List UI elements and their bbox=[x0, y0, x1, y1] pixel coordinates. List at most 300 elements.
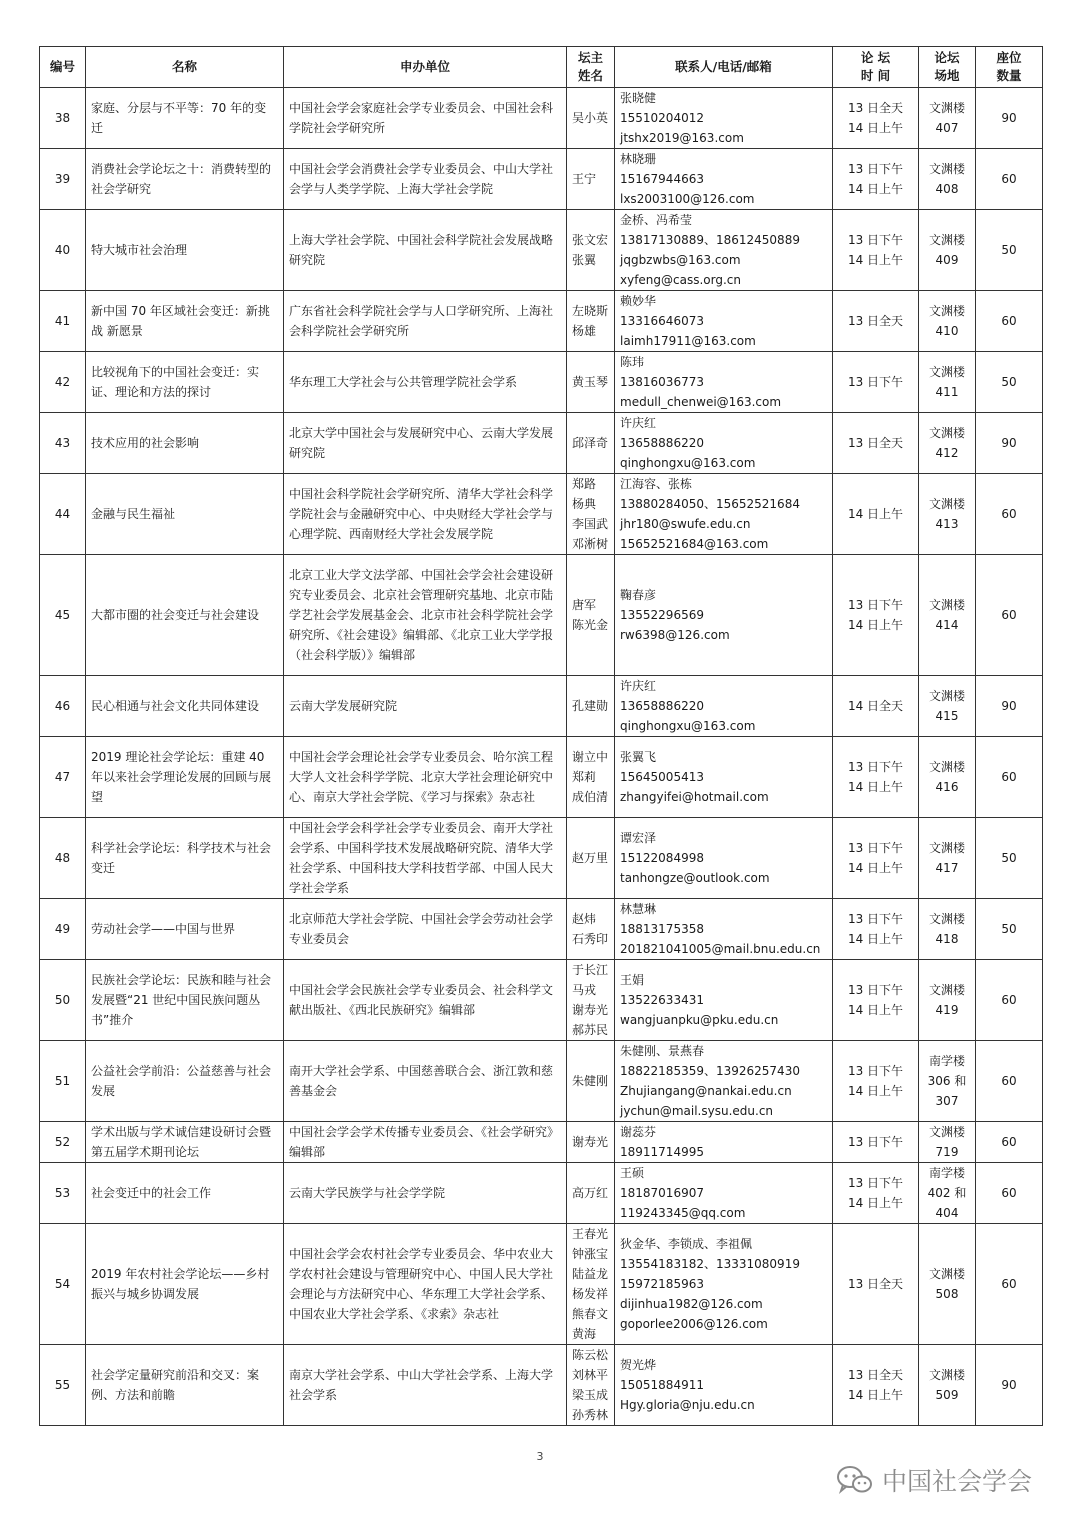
forum-host-line: 吴小英 bbox=[572, 111, 609, 125]
forum-contact bbox=[615, 413, 833, 474]
forum-contact-line: medull_chenwei@163.com bbox=[620, 395, 782, 409]
forum-contact-line: 许庆红 bbox=[620, 416, 657, 430]
forum-time bbox=[833, 291, 919, 352]
forum-time-line: 14 日上午 bbox=[847, 253, 904, 267]
forum-seats: 50 bbox=[976, 352, 1043, 413]
header-num: 编号 bbox=[40, 47, 86, 88]
forum-contact-line: 119243345@qq.com bbox=[620, 1206, 746, 1220]
forum-time-line: 13 日下午 bbox=[847, 1064, 904, 1078]
forum-host-line: 谢立中 bbox=[572, 750, 609, 764]
forum-contact-line: wangjuanpku@pku.edu.cn bbox=[620, 1013, 779, 1027]
header-seats bbox=[976, 47, 1043, 88]
forum-name: 新中国 70 年区域社会变迁：新挑战 新愿景 bbox=[86, 291, 284, 352]
forum-name: 大都市圈的社会变迁与社会建设 bbox=[86, 555, 284, 676]
forum-host-line: 谢寿光 bbox=[572, 1003, 609, 1017]
forum-time-line: 14 日上午 bbox=[847, 780, 904, 794]
forum-time-line: 13 日下午 bbox=[847, 162, 904, 176]
forum-time-line: 14 日上午 bbox=[847, 1388, 904, 1402]
forum-seats: 90 bbox=[976, 88, 1043, 149]
forum-host bbox=[567, 149, 615, 210]
forum-number: 53 bbox=[40, 1163, 86, 1224]
forum-host-line: 杨发祥 bbox=[572, 1287, 609, 1301]
forum-contact-line: 林慧琳 bbox=[620, 902, 657, 916]
forum-time bbox=[833, 676, 919, 737]
table-row bbox=[40, 291, 1043, 352]
forum-contact-line: 13522633431 bbox=[620, 993, 704, 1007]
forum-time-line: 14 日上午 bbox=[847, 507, 904, 521]
forum-host bbox=[567, 555, 615, 676]
table-row bbox=[40, 1224, 1043, 1345]
forum-time-line: 13 日下午 bbox=[847, 1176, 904, 1190]
forum-time bbox=[833, 1041, 919, 1122]
header-venue bbox=[919, 47, 976, 88]
forum-venue-line: 408 bbox=[935, 182, 959, 196]
forum-venue-line: 文渊楼 bbox=[928, 1125, 965, 1139]
forum-contact bbox=[615, 149, 833, 210]
forum-venue-line: 508 bbox=[935, 1287, 959, 1301]
forum-number: 50 bbox=[40, 960, 86, 1041]
header-contact: 联系人/电话/邮箱 bbox=[615, 47, 833, 88]
forum-time bbox=[833, 88, 919, 149]
forum-venue-line: 南学楼 bbox=[928, 1166, 965, 1180]
forum-contact bbox=[615, 818, 833, 899]
forum-venue-line: 文渊楼 bbox=[928, 162, 965, 176]
forum-host-line: 邱泽奇 bbox=[572, 436, 609, 450]
forum-host-line: 杨典 bbox=[572, 497, 597, 511]
forum-organizer: 南开大学社会学系、中国慈善联合会、浙江敦和慈善基金会 bbox=[284, 1041, 567, 1122]
forum-contact bbox=[615, 352, 833, 413]
forum-contact-line: 林晓珊 bbox=[620, 152, 657, 166]
forum-contact-line: 18911714995 bbox=[620, 1145, 704, 1159]
forum-host-line: 谢寿光 bbox=[572, 1135, 609, 1149]
forum-contact-line: 13880284050、15652521684 bbox=[620, 497, 800, 511]
forum-contact-line: 13658886220 bbox=[620, 436, 704, 450]
forum-number: 43 bbox=[40, 413, 86, 474]
table-row bbox=[40, 149, 1043, 210]
forum-organizer: 中国社会学会消费社会学专业委员会、中山大学社会学与人类学学院、上海大学社会学院 bbox=[284, 149, 567, 210]
forum-venue-line: 411 bbox=[935, 385, 959, 399]
forum-contact-line: jqgbzwbs@163.com bbox=[620, 253, 741, 267]
forum-time-line: 14 日上午 bbox=[847, 861, 904, 875]
forum-time bbox=[833, 210, 919, 291]
forum-host bbox=[567, 960, 615, 1041]
forum-host-line: 朱健刚 bbox=[572, 1074, 609, 1088]
forum-seats: 60 bbox=[976, 737, 1043, 818]
forum-venue-line: 407 bbox=[935, 121, 959, 135]
forum-host-line: 陆益龙 bbox=[572, 1267, 609, 1281]
forum-number: 41 bbox=[40, 291, 86, 352]
forum-host bbox=[567, 413, 615, 474]
forum-number: 54 bbox=[40, 1224, 86, 1345]
forum-number: 38 bbox=[40, 88, 86, 149]
forum-name: 劳动社会学——中国与世界 bbox=[86, 899, 284, 960]
forum-host-line: 于长江 bbox=[572, 963, 609, 977]
forum-contact bbox=[615, 291, 833, 352]
forum-table bbox=[39, 46, 1043, 1426]
forum-host bbox=[567, 1122, 615, 1163]
forum-organizer: 中国社会学会科学社会学专业委员会、南开大学社会学系、中国科学技术发展战略研究院、清华大学社会学系、中国科技大学科技哲学部、中国人民大学社会学系 bbox=[284, 818, 567, 899]
forum-contact bbox=[615, 1041, 833, 1122]
forum-contact bbox=[615, 676, 833, 737]
forum-number: 55 bbox=[40, 1345, 86, 1426]
forum-contact-line: dijinhua1982@126.com bbox=[620, 1297, 763, 1311]
header-seats-line: 座位 bbox=[996, 50, 1022, 65]
forum-contact bbox=[615, 1163, 833, 1224]
forum-time-line: 13 日下午 bbox=[847, 912, 904, 926]
forum-name: 2019 理论社会学论坛：重建 40 年以来社会学理论发展的回顾与展望 bbox=[86, 737, 284, 818]
forum-time-line: 13 日下午 bbox=[847, 375, 904, 389]
forum-host bbox=[567, 1163, 615, 1224]
forum-number: 40 bbox=[40, 210, 86, 291]
forum-organizer: 云南大学民族学与社会学学院 bbox=[284, 1163, 567, 1224]
forum-number: 48 bbox=[40, 818, 86, 899]
forum-host bbox=[567, 291, 615, 352]
table-row bbox=[40, 818, 1043, 899]
forum-name: 消费社会学论坛之十：消费转型的社会学研究 bbox=[86, 149, 284, 210]
forum-organizer: 华东理工大学社会与公共管理学院社会学系 bbox=[284, 352, 567, 413]
forum-time bbox=[833, 352, 919, 413]
forum-host-line: 郝苏民 bbox=[572, 1023, 609, 1037]
forum-number: 42 bbox=[40, 352, 86, 413]
forum-name: 比较视角下的中国社会变迁：实证、理论和方法的探讨 bbox=[86, 352, 284, 413]
forum-host bbox=[567, 210, 615, 291]
forum-name: 特大城市社会治理 bbox=[86, 210, 284, 291]
header-host bbox=[567, 47, 615, 88]
table-row bbox=[40, 555, 1043, 676]
forum-host-line: 赵万里 bbox=[572, 851, 609, 865]
forum-time bbox=[833, 737, 919, 818]
forum-contact-line: 鞠春彦 bbox=[620, 588, 657, 602]
forum-number: 45 bbox=[40, 555, 86, 676]
forum-venue bbox=[919, 555, 976, 676]
forum-organizer: 北京大学中国社会与发展研究中心、云南大学发展研究院 bbox=[284, 413, 567, 474]
forum-time bbox=[833, 960, 919, 1041]
forum-number: 52 bbox=[40, 1122, 86, 1163]
forum-time-line: 14 日上午 bbox=[847, 121, 904, 135]
forum-seats: 60 bbox=[976, 1122, 1043, 1163]
forum-venue-line: 417 bbox=[935, 861, 959, 875]
forum-time-line: 13 日下午 bbox=[847, 983, 904, 997]
forum-contact bbox=[615, 960, 833, 1041]
forum-organizer: 中国社会学会民族社会学专业委员会、社会科学文献出版社、《西北民族研究》编辑部 bbox=[284, 960, 567, 1041]
header-host-line: 姓名 bbox=[577, 68, 603, 83]
forum-host-line: 孙秀林 bbox=[572, 1408, 609, 1422]
page-number: 3 bbox=[536, 1450, 544, 1463]
forum-time bbox=[833, 1122, 919, 1163]
forum-time-line: 13 日全天 bbox=[847, 101, 904, 115]
forum-name: 民心相通与社会文化共同体建设 bbox=[86, 676, 284, 737]
forum-contact-line: 15167944663 bbox=[620, 172, 704, 186]
forum-contact-line: 15652521684@163.com bbox=[620, 537, 769, 551]
forum-contact bbox=[615, 899, 833, 960]
header-host-line: 坛主 bbox=[577, 50, 603, 65]
forum-organizer: 中国社会学会理论社会学专业委员会、哈尔滨工程大学人文社会科学学院、北京大学社会理论研究中心、南京大学社会学院、《学习与探索》杂志社 bbox=[284, 737, 567, 818]
forum-seats: 60 bbox=[976, 960, 1043, 1041]
forum-host-line: 陈云松 bbox=[572, 1348, 609, 1362]
forum-host-line: 左晓斯 bbox=[572, 304, 609, 318]
forum-name: 2019 年农村社会学论坛——乡村振兴与城乡协调发展 bbox=[86, 1224, 284, 1345]
table-row bbox=[40, 1345, 1043, 1426]
forum-host-line: 钟涨宝 bbox=[572, 1247, 609, 1261]
forum-name: 社会变迁中的社会工作 bbox=[86, 1163, 284, 1224]
forum-seats: 90 bbox=[976, 676, 1043, 737]
forum-contact-line: zhangyifei@hotmail.com bbox=[620, 790, 769, 804]
table-row bbox=[40, 474, 1043, 555]
forum-venue-line: 414 bbox=[935, 618, 959, 632]
forum-contact-line: 王硕 bbox=[620, 1166, 645, 1180]
forum-contact-line: 赖妙华 bbox=[620, 294, 657, 308]
forum-seats: 50 bbox=[976, 818, 1043, 899]
forum-host-line: 熊春文 bbox=[572, 1307, 609, 1321]
forum-time-line: 14 日上午 bbox=[847, 1084, 904, 1098]
forum-venue-line: 419 bbox=[935, 1003, 959, 1017]
header-venue-line: 论坛 bbox=[934, 50, 960, 65]
table-row bbox=[40, 1163, 1043, 1224]
forum-time-line: 13 日全天 bbox=[847, 1277, 904, 1291]
forum-contact-line: tanhongze@outlook.com bbox=[620, 871, 770, 885]
forum-venue-line: 307 bbox=[935, 1094, 959, 1108]
forum-host-line: 邓淅树 bbox=[572, 537, 609, 551]
forum-contact-line: 谭宏泽 bbox=[620, 831, 657, 845]
forum-contact-line: qinghongxu@163.com bbox=[620, 456, 756, 470]
forum-venue bbox=[919, 676, 976, 737]
forum-venue-line: 南学楼 bbox=[928, 1054, 965, 1068]
forum-venue bbox=[919, 149, 976, 210]
forum-number: 49 bbox=[40, 899, 86, 960]
forum-host bbox=[567, 352, 615, 413]
forum-venue bbox=[919, 1345, 976, 1426]
forum-host-line: 张翼 bbox=[572, 253, 597, 267]
forum-organizer: 中国社会学会家庭社会学专业委员会、中国社会科学院社会学研究所 bbox=[284, 88, 567, 149]
forum-contact-line: 15122084998 bbox=[620, 851, 704, 865]
watermark-text: 中国社会学会 bbox=[882, 1467, 1033, 1496]
forum-venue-line: 412 bbox=[935, 446, 959, 460]
forum-venue-line: 文渊楼 bbox=[928, 101, 965, 115]
forum-contact bbox=[615, 555, 833, 676]
forum-venue bbox=[919, 352, 976, 413]
header-time-line: 时 间 bbox=[860, 68, 891, 83]
header-time-line: 论 坛 bbox=[860, 50, 891, 65]
forum-organizer: 中国社会学会学术传播专业委员会、《社会学研究》编辑部 bbox=[284, 1122, 567, 1163]
forum-host-line: 黄玉琴 bbox=[572, 375, 609, 389]
header-name: 名称 bbox=[86, 47, 284, 88]
forum-venue bbox=[919, 960, 976, 1041]
forum-host bbox=[567, 88, 615, 149]
forum-venue bbox=[919, 818, 976, 899]
forum-venue-line: 文渊楼 bbox=[928, 760, 965, 774]
forum-contact-line: Hgy.gloria@nju.edu.cn bbox=[620, 1398, 755, 1412]
forum-venue-line: 719 bbox=[935, 1145, 959, 1159]
forum-contact-line: 王娟 bbox=[620, 973, 645, 987]
forum-venue-line: 415 bbox=[935, 709, 959, 723]
forum-venue-line: 416 bbox=[935, 780, 959, 794]
forum-seats: 60 bbox=[976, 149, 1043, 210]
forum-venue-line: 410 bbox=[935, 324, 959, 338]
forum-host-line: 陈光金 bbox=[572, 618, 609, 632]
forum-contact bbox=[615, 210, 833, 291]
forum-venue-line: 418 bbox=[935, 932, 959, 946]
forum-name: 科学社会学论坛：科学技术与社会变迁 bbox=[86, 818, 284, 899]
forum-organizer: 北京工业大学文法学部、中国社会学会社会建设研究专业委员会、北京社会管理研究基地、北京市陆学艺社会学发展基金会、北京市社会科学院社会学研究所、《社会建设》编辑部、《北京工业大学学报（社会科学版）》编辑部 bbox=[284, 555, 567, 676]
forum-time-line: 13 日全天 bbox=[847, 436, 904, 450]
forum-venue bbox=[919, 1163, 976, 1224]
forum-venue-line: 文渊楼 bbox=[928, 497, 965, 511]
forum-host-line: 杨雄 bbox=[572, 324, 597, 338]
forum-host bbox=[567, 1345, 615, 1426]
forum-seats: 50 bbox=[976, 899, 1043, 960]
forum-contact bbox=[615, 88, 833, 149]
forum-host bbox=[567, 737, 615, 818]
forum-venue-line: 文渊楼 bbox=[928, 689, 965, 703]
forum-venue-line: 文渊楼 bbox=[928, 304, 965, 318]
forum-contact-line: 狄金华、李锁成、李祖佩 bbox=[620, 1237, 753, 1251]
forum-venue bbox=[919, 1224, 976, 1345]
forum-time bbox=[833, 413, 919, 474]
forum-organizer: 中国社会学会农村社会学专业委员会、华中农业大学农村社会建设与管理研究中心、中国人民大学社会理论与方法研究中心、华东理工大学社会学系、中国农业大学社会学系、《求索》杂志社 bbox=[284, 1224, 567, 1345]
forum-venue bbox=[919, 899, 976, 960]
table-row bbox=[40, 960, 1043, 1041]
forum-name: 技术应用的社会影响 bbox=[86, 413, 284, 474]
table-row bbox=[40, 352, 1043, 413]
table-row bbox=[40, 1122, 1043, 1163]
forum-contact-line: 金桥、冯希莹 bbox=[620, 213, 693, 227]
forum-contact-line: 张晓健 bbox=[620, 91, 657, 105]
forum-seats: 60 bbox=[976, 555, 1043, 676]
forum-host-line: 王春光 bbox=[572, 1227, 609, 1241]
forum-contact-line: 15972185963 bbox=[620, 1277, 704, 1291]
forum-number: 39 bbox=[40, 149, 86, 210]
forum-venue bbox=[919, 413, 976, 474]
forum-time-line: 13 日下午 bbox=[847, 1135, 904, 1149]
forum-contact-line: 13554183182、13331080919 bbox=[620, 1257, 800, 1271]
forum-time-line: 14 日上午 bbox=[847, 1003, 904, 1017]
forum-time-line: 13 日下午 bbox=[847, 233, 904, 247]
forum-time-line: 13 日全天 bbox=[847, 1368, 904, 1382]
forum-host bbox=[567, 899, 615, 960]
forum-venue bbox=[919, 1122, 976, 1163]
forum-contact-line: 201821041005@mail.bnu.edu.cn bbox=[620, 942, 821, 956]
forum-time-line: 14 日上午 bbox=[847, 1196, 904, 1210]
forum-contact-line: 谢蕊芬 bbox=[620, 1125, 657, 1139]
forum-contact-line: 15645005413 bbox=[620, 770, 704, 784]
forum-seats: 50 bbox=[976, 210, 1043, 291]
forum-contact-line: 许庆红 bbox=[620, 679, 657, 693]
forum-contact-line: 18813175358 bbox=[620, 922, 704, 936]
forum-contact-line: 15510204012 bbox=[620, 111, 704, 125]
forum-number: 51 bbox=[40, 1041, 86, 1122]
header-seats-line: 数量 bbox=[996, 68, 1022, 83]
forum-organizer: 广东省社会科学院社会学与人口学研究所、上海社会科学院社会学研究所 bbox=[284, 291, 567, 352]
forum-contact-line: jychun@mail.sysu.edu.cn bbox=[620, 1104, 774, 1118]
forum-venue-line: 306 和 bbox=[927, 1074, 967, 1088]
forum-contact-line: xyfeng@cass.org.cn bbox=[620, 273, 742, 287]
forum-contact bbox=[615, 737, 833, 818]
forum-contact-line: lxs2003100@126.com bbox=[620, 192, 755, 206]
forum-time-line: 13 日下午 bbox=[847, 760, 904, 774]
forum-time-line: 13 日下午 bbox=[847, 841, 904, 855]
forum-venue bbox=[919, 88, 976, 149]
forum-contact-line: 13316646073 bbox=[620, 314, 704, 328]
forum-time-line: 14 日上午 bbox=[847, 932, 904, 946]
forum-seats: 60 bbox=[976, 1041, 1043, 1122]
forum-contact-line: Zhujiangang@nankai.edu.cn bbox=[620, 1084, 792, 1098]
forum-contact-line: goporlee2006@126.com bbox=[620, 1317, 768, 1331]
forum-number: 47 bbox=[40, 737, 86, 818]
forum-host-line: 成伯清 bbox=[572, 790, 609, 804]
forum-venue-line: 409 bbox=[935, 253, 959, 267]
forum-seats: 60 bbox=[976, 1163, 1043, 1224]
forum-seats: 90 bbox=[976, 413, 1043, 474]
forum-contact-line: 13816036773 bbox=[620, 375, 704, 389]
forum-seats: 60 bbox=[976, 1224, 1043, 1345]
forum-venue-line: 文渊楼 bbox=[928, 598, 965, 612]
forum-host-line: 梁玉成 bbox=[572, 1388, 609, 1402]
forum-host bbox=[567, 1224, 615, 1345]
forum-venue bbox=[919, 474, 976, 555]
header-org: 申办单位 bbox=[284, 47, 567, 88]
forum-host-line: 李国武 bbox=[572, 517, 609, 531]
forum-contact bbox=[615, 1224, 833, 1345]
forum-contact-line: jtshx2019@163.com bbox=[620, 131, 744, 145]
table-row bbox=[40, 737, 1043, 818]
header-venue-line: 场地 bbox=[934, 68, 960, 83]
forum-time bbox=[833, 149, 919, 210]
forum-venue-line: 文渊楼 bbox=[928, 426, 965, 440]
header-time bbox=[833, 47, 919, 88]
forum-contact-line: 18822185359、13926257430 bbox=[620, 1064, 800, 1078]
forum-venue bbox=[919, 737, 976, 818]
forum-venue-line: 文渊楼 bbox=[928, 983, 965, 997]
forum-host-line: 唐军 bbox=[572, 598, 597, 612]
forum-contact-line: laimh17911@163.com bbox=[620, 334, 756, 348]
forum-time bbox=[833, 1163, 919, 1224]
forum-number: 46 bbox=[40, 676, 86, 737]
forum-contact-line: 13552296569 bbox=[620, 608, 704, 622]
forum-name: 学术出版与学术诚信建设研讨会暨第五届学术期刊论坛 bbox=[86, 1122, 284, 1163]
forum-time-line: 14 日全天 bbox=[847, 699, 904, 713]
forum-time bbox=[833, 555, 919, 676]
forum-time-line: 14 日上午 bbox=[847, 182, 904, 196]
forum-organizer: 南京大学社会学系、中山大学社会学系、上海大学社会学系 bbox=[284, 1345, 567, 1426]
table-row bbox=[40, 210, 1043, 291]
forum-host bbox=[567, 1041, 615, 1122]
wechat-icon bbox=[836, 1465, 874, 1495]
forum-contact-line: 13658886220 bbox=[620, 699, 704, 713]
forum-host-line: 高万红 bbox=[572, 1186, 609, 1200]
forum-organizer: 上海大学社会学院、中国社会科学院社会发展战略研究院 bbox=[284, 210, 567, 291]
forum-venue-line: 文渊楼 bbox=[928, 912, 965, 926]
forum-contact-line: 18187016907 bbox=[620, 1186, 704, 1200]
forum-time bbox=[833, 818, 919, 899]
forum-host-line: 孔建勋 bbox=[572, 699, 609, 713]
forum-time bbox=[833, 899, 919, 960]
forum-contact-line: 朱健刚、景燕春 bbox=[620, 1044, 705, 1058]
forum-contact bbox=[615, 1345, 833, 1426]
forum-contact-line: 陈玮 bbox=[620, 355, 645, 369]
forum-name: 金融与民生福祉 bbox=[86, 474, 284, 555]
table-row bbox=[40, 413, 1043, 474]
forum-contact-line: qinghongxu@163.com bbox=[620, 719, 756, 733]
forum-venue-line: 509 bbox=[935, 1388, 959, 1402]
forum-host-line: 张文宏 bbox=[572, 233, 609, 247]
forum-venue-line: 文渊楼 bbox=[928, 841, 965, 855]
forum-venue bbox=[919, 210, 976, 291]
forum-contact-line: 江海容、张栋 bbox=[620, 477, 693, 491]
forum-venue-line: 文渊楼 bbox=[928, 233, 965, 247]
forum-venue bbox=[919, 1041, 976, 1122]
forum-organizer: 中国社会科学院社会学研究所、清华大学社会科学学院社会与金融研究中心、中央财经大学社会学与心理学院、西南财经大学社会发展学院 bbox=[284, 474, 567, 555]
forum-host-line: 刘林平 bbox=[572, 1368, 609, 1382]
